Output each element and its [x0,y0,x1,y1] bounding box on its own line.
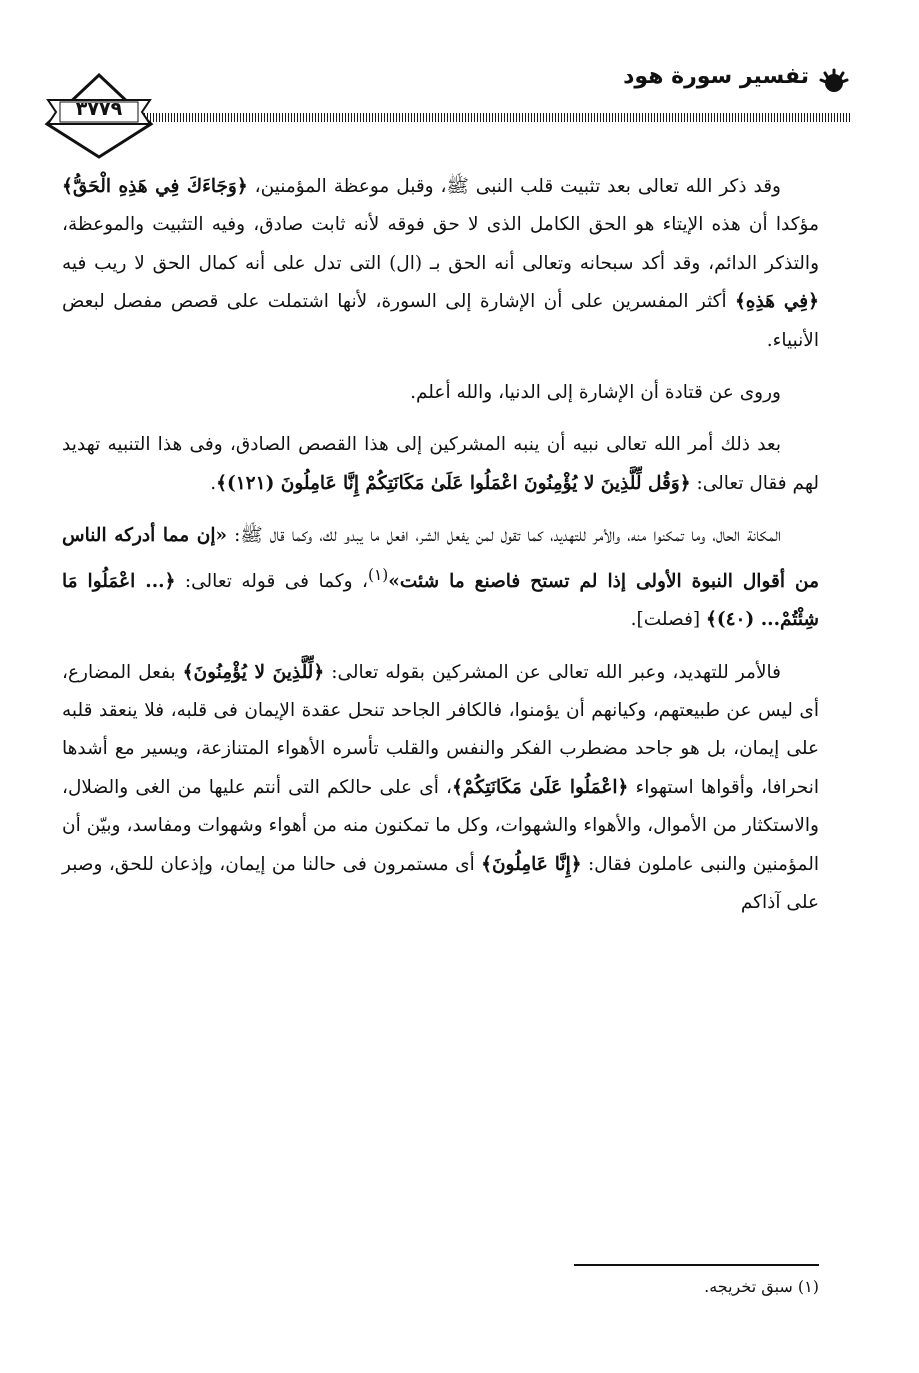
text-run: أى مستمرون فى حالنا من إيمان، وإذعان للحق، وصبر على آذاكم [62,853,819,914]
text-run: مؤكدا أن هذه الإيتاء هو الحق الكامل الذى لا حق فوقه لأنه ثابت صادق، وفيه التثبيت والموعظة، والتذكر الدائم، وقد أكد سبحانه وتعالى أنه الحق بـ (ال) التى تدل على أنه كمال الحق لا ريب فيه [62,214,819,274]
text-run: وروى عن قتادة أن الإشارة إلى الدنيا، والله أعلم. [410,382,781,404]
chapter-title: تفسير سورة هود [623,64,809,89]
quran-verse: ﴿فِي هَذِهِ﴾ [734,291,819,313]
page-number: ٣٧٧٩ [75,98,123,120]
text-run: بعد ذلك أمر الله تعالى نبيه أن ينبه المشركين إلى هذا القصص الصادق، وفى هذا التنبيه تهديد لهم فقال تعالى: [62,434,819,494]
text-run: ، وكما فى قوله تعالى: [175,570,368,592]
quran-verse: ﴿... اعْمَلُوا مَا شِئْتُمْ... (٤٠)﴾ [62,570,819,631]
text-run: فالأمر للتهديد، وعبر الله تعالى عن المشركين بقوله تعالى: [324,661,781,683]
paragraph [62,374,819,412]
text-run: . [210,472,217,494]
text-run: [فصلت]. [630,609,707,631]
footnote-divider [574,1264,819,1266]
body-text [62,168,819,936]
text-run: أكثر المفسرين على أن الإشارة إلى السورة، لأنها اشتملت على قصص مفصل لبعض الأنبياء. [62,291,819,351]
quran-verse: ﴿وَجَاءَكَ فِي هَذِهِ الْحَقُّ﴾ [62,176,248,197]
paragraph [62,168,819,360]
quran-verse: ﴿لِّلَّذِينَ لا يُؤْمِنُونَ﴾ [182,661,325,683]
quran-verse: ﴿اعْمَلُوا عَلَىٰ مَكَانَتِكُمْ﴾ [451,776,629,798]
quran-verse: «إن مما أدركه الناس من أقوال النبوة الأولى إذا لم تستح فاصنع ما شئت» [62,525,819,592]
flower-ornament-icon [819,68,849,96]
paragraph [62,426,819,503]
footnote: (١) سبق تخريجه. [704,1277,819,1296]
paragraph [62,517,819,639]
footnote-marker: (١) [367,565,389,584]
paragraph [62,654,819,923]
header-rule [138,113,851,122]
quran-verse: ﴿وَقُل لِّلَّذِينَ لا يُؤْمِنُونَ اعْمَلُوا عَلَىٰ مَكَانَتِكُمْ إِنَّا عَامِلُونَ (١٢١)﴾ [216,472,691,494]
text-run: بفعل المضارع، أى ليس عن طبيعتهم، وكيانهم أن يؤمنوا، فالكافر الجاحد تنحل عقدة الإيمان فى قلبه، فلا ينعقد قلبه على إيمان، بل هو جاحد مضطرب الفكر والنفس والقلب تأسره الأهواء المتنازعة، ويسير مع أشدها انحرافا، وأقواها استهواء [62,661,819,798]
text-run: وقد ذكر الله تعالى بعد تثبيت قلب النبى ﷺ، وقبل موعظة المؤمنين، [247,176,781,197]
text-run: ، أى على حالكم التى أنتم عليها من الغى والضلال، والاستكثار من الأموال، والأهواء والشهوات، وكل ما تمكنون منه من أهواء وشهوات ومفاسد، وبيّن أن المؤمنين والنبى عاملون فقال: [62,776,819,875]
text-run: المكانة الحال، وما تمكنوا منه، والأمر للتهديد، كما تقول لمن يفعل الشر، افعل ما يبدو لك، وكما قال ﷺ: [227,525,781,547]
quran-verse: ﴿إِنَّا عَامِلُونَ﴾ [481,853,582,875]
